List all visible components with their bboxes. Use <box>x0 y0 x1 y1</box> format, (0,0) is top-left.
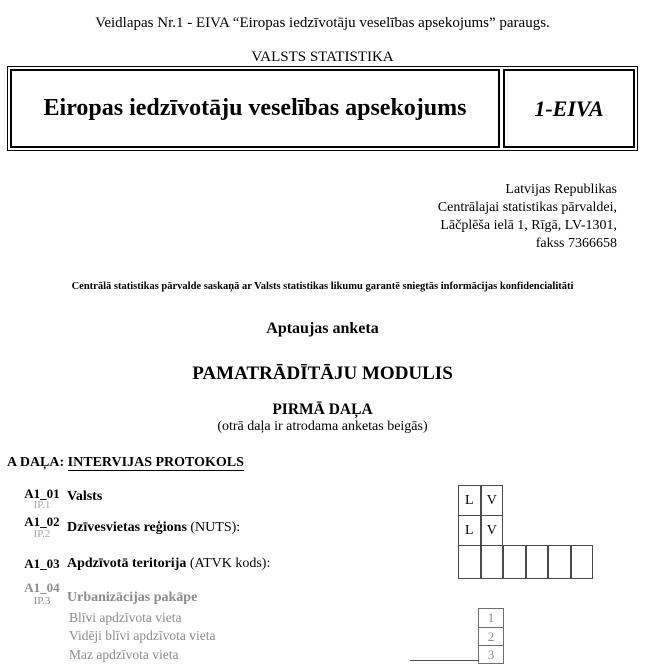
state-statistics-label: VALSTS STATISTIKA <box>251 49 394 65</box>
answer-cell-a1-01-1[interactable]: L <box>458 485 481 516</box>
question-ip-a1-02: IP.2 <box>33 528 51 540</box>
option-label-sparse: Maz apdzīvota vieta <box>69 647 179 662</box>
question-ip-a1-04: IP.3 <box>33 595 51 607</box>
option-code-box-3[interactable]: 3 <box>478 645 504 664</box>
question-ip-a1-01: IP.1 <box>33 499 51 511</box>
question-label-a1-03-main: Apdzīvotā teritorija <box>67 556 187 571</box>
question-label-a1-01: Valsts <box>67 489 103 504</box>
question-label-a1-02-main: Dzīvesvietas reģions <box>67 520 187 535</box>
question-label-a1-04: Urbanizācijas pakāpe <box>67 590 198 605</box>
answer-row-a1-01 <box>458 485 593 516</box>
module-heading: PAMATRĀDĪTĀJU MODULIS <box>192 363 453 384</box>
answer-cell-a1-02-2[interactable]: V <box>481 515 504 546</box>
part-heading: PIRMĀ DAĻA <box>272 401 373 418</box>
address-line: Latvijas Republikas <box>505 182 617 197</box>
section-a-title: INTERVIJAS PROTOKOLS <box>67 455 244 470</box>
answer-cell-a1-01-2[interactable]: V <box>481 485 504 516</box>
question-code-a1-01: A1_01 <box>24 486 60 501</box>
form-code-badge: 1-EIVA <box>503 69 635 148</box>
survey-title: Eiropas iedzīvotāju veselības apsekojums <box>10 69 500 148</box>
address-line: fakss 7366658 <box>535 236 617 251</box>
option-label-medium: Vidēji blīvi apdzīvota vieta <box>69 628 216 643</box>
address-line: Lāčplēša ielā 1, Rīgā, LV-1301, <box>440 218 617 233</box>
question-code-a1-03: A1_03 <box>24 556 60 571</box>
question-label-a1-03-suffix: (ATVK kods): <box>186 556 271 571</box>
footer-rule <box>410 660 478 661</box>
recipient-address <box>438 181 617 253</box>
answer-cell-a1-02-1[interactable]: L <box>458 515 481 546</box>
answer-cell-a1-03-3[interactable] <box>503 545 526 579</box>
answer-cell-a1-03-1[interactable] <box>458 545 481 579</box>
answer-cell-a1-03-2[interactable] <box>481 545 504 579</box>
section-a-prefix: A DAĻA: <box>7 455 65 470</box>
part-note: (otrā daļa ir atrodama anketas beigās) <box>217 419 428 434</box>
answer-cell-grid <box>458 485 593 579</box>
question-label-a1-03 <box>67 556 270 572</box>
form-sample-note: Veidlapas Nr.1 - EIVA “Eiropas iedzīvotāju veselības apsekojums” paraugs. <box>95 15 550 31</box>
question-code-a1-02: A1_02 <box>24 514 60 529</box>
answer-row-a1-03 <box>458 545 593 579</box>
address-line: Centrālajai statistikas pārvaldei, <box>437 200 617 215</box>
section-a-heading <box>7 455 244 471</box>
option-code-box-1[interactable]: 1 <box>478 608 504 628</box>
answer-cell-a1-03-4[interactable] <box>526 545 549 579</box>
answer-row-a1-02 <box>458 515 593 546</box>
answer-cell-a1-03-6[interactable] <box>571 545 594 579</box>
questionnaire-heading: Aptaujas anketa <box>266 320 379 337</box>
title-box <box>7 66 638 151</box>
question-code-a1-04: A1_04 <box>24 580 60 595</box>
question-label-a1-02 <box>67 520 240 536</box>
option-code-boxes <box>478 608 504 664</box>
confidentiality-note: Centrālā statistikas pārvalde saskaņā ar Valsts statistikas likumu garantē sniegtās informācijas konfidencialitāti <box>71 281 574 292</box>
option-code-box-2[interactable]: 2 <box>478 627 504 646</box>
option-label-dense: Blīvi apdzīvota vieta <box>69 610 182 625</box>
answer-cell-a1-03-5[interactable] <box>548 545 571 579</box>
question-label-a1-02-suffix: (NUTS): <box>186 520 241 535</box>
